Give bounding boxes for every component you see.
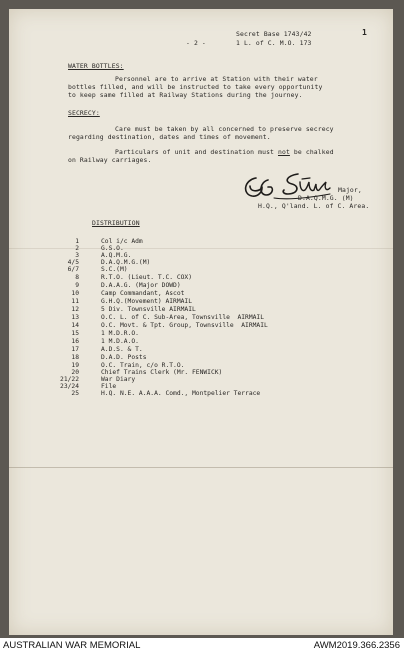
distribution-number: 3 [75, 252, 79, 259]
distribution-recipient: 1 M.D.A.O. [101, 338, 139, 345]
secrecy-heading: SECRECY: [68, 109, 100, 117]
distribution-recipient: S.C.(M) [101, 266, 128, 273]
reference-line-1: Secret Base 1743/42 [236, 30, 312, 38]
distribution-number: 8 [75, 274, 79, 281]
distribution-recipient: A.D.S. & T. [101, 346, 143, 353]
distribution-recipient: G.S.O. [101, 245, 124, 252]
distribution-recipient: D.A.D. Posts [101, 354, 147, 361]
water-bottles-line: bottles filled, and will be instructed to take every opportunity [68, 83, 323, 91]
distribution-number: 25 [71, 390, 79, 397]
distribution-recipient: Chief Trains Clerk (Mr. FENWICK) [101, 369, 223, 376]
secrecy-paragraph-2-line-2: on Railway carriages. [68, 156, 152, 164]
page-number: - 2 - [186, 39, 206, 47]
distribution-number: 14 [71, 322, 79, 329]
distribution-number: 19 [71, 362, 79, 369]
secrecy-emphasis: not [278, 148, 290, 156]
signatory-rank: Major, [338, 186, 362, 194]
distribution-recipient: H.Q. N.E. A.A.A. Comd., Montpelier Terrace [101, 390, 261, 397]
distribution-recipient: R.T.O. (Lieut. T.C. COX) [101, 274, 192, 281]
distribution-number: 9 [75, 282, 79, 289]
footer-institution: AUSTRALIAN WAR MEMORIAL [3, 640, 141, 651]
signatory-title: D.A.Q.M.G. (M) [298, 194, 354, 202]
paper-fold [9, 467, 393, 468]
distribution-heading: DISTRIBUTION [92, 219, 140, 227]
distribution-number: 1 [75, 238, 79, 245]
distribution-number: 18 [71, 354, 79, 361]
corner-page-mark: 1 [362, 28, 367, 37]
distribution-recipient: 5 Div. Townsville AIRMAIL [101, 306, 196, 313]
water-bottles-heading: WATER BOTTLES: [68, 62, 124, 70]
water-bottles-line: to keep same filled at Railway Stations during the journey. [68, 91, 303, 99]
secrecy-paragraph-2 [115, 149, 334, 156]
distribution-recipient: D.A.Q.M.G.(M) [101, 259, 151, 266]
footer-accession-number: AWM2019.366.2356 [313, 640, 400, 651]
distribution-recipient: D.A.A.G. (Major DOWD) [101, 282, 181, 289]
secrecy-text: be chalked [289, 148, 334, 156]
distribution-recipient: Col i/c Adm [101, 238, 143, 245]
distribution-number: 12 [71, 306, 79, 313]
distribution-number: 23/24 [60, 383, 79, 390]
distribution-recipient: File [101, 383, 117, 390]
distribution-number: 20 [71, 369, 79, 376]
distribution-number: 17 [71, 346, 79, 353]
distribution-number: 16 [71, 338, 79, 345]
secrecy-line: Care must be taken by all concerned to preserve secrecy [115, 125, 334, 133]
reference-line-2: 1 L. of C. M.O. 173 [236, 39, 312, 47]
distribution-recipient: 1 M.D.R.O. [101, 330, 139, 337]
distribution-number: 10 [71, 290, 79, 297]
distribution-number: 15 [71, 330, 79, 337]
secrecy-line: regarding destination, dates and times of movement. [68, 133, 271, 141]
distribution-recipient: O.C. Train, c/o R.T.O. [101, 362, 185, 369]
distribution-recipient: A.Q.M.G. [101, 252, 132, 259]
signatory-organisation: H.Q., Q'land. L. of C. Area. [258, 202, 370, 210]
distribution-recipient: O.C. L. of C. Sub-Area, Townsville AIRMAIL [101, 314, 265, 321]
secrecy-text: Particulars of unit and destination must [115, 148, 278, 156]
distribution-recipient: War Diary [101, 376, 136, 383]
distribution-recipient: O.C. Movt. & Tpt. Group, Townsville AIRMAIL [101, 322, 268, 329]
distribution-number: 2 [75, 245, 79, 252]
distribution-recipient: Camp Commandant, Ascot [101, 290, 185, 297]
distribution-number: 11 [71, 298, 79, 305]
distribution-recipient: G.H.Q.(Movement) AIRMAIL [101, 298, 192, 305]
distribution-number: 21/22 [60, 376, 79, 383]
water-bottles-line: Personnel are to arrive at Station with their water [115, 75, 318, 83]
distribution-number: 4/5 [67, 259, 79, 266]
distribution-number: 13 [71, 314, 79, 321]
footer-bar [0, 638, 404, 653]
distribution-number: 6/7 [67, 266, 79, 273]
